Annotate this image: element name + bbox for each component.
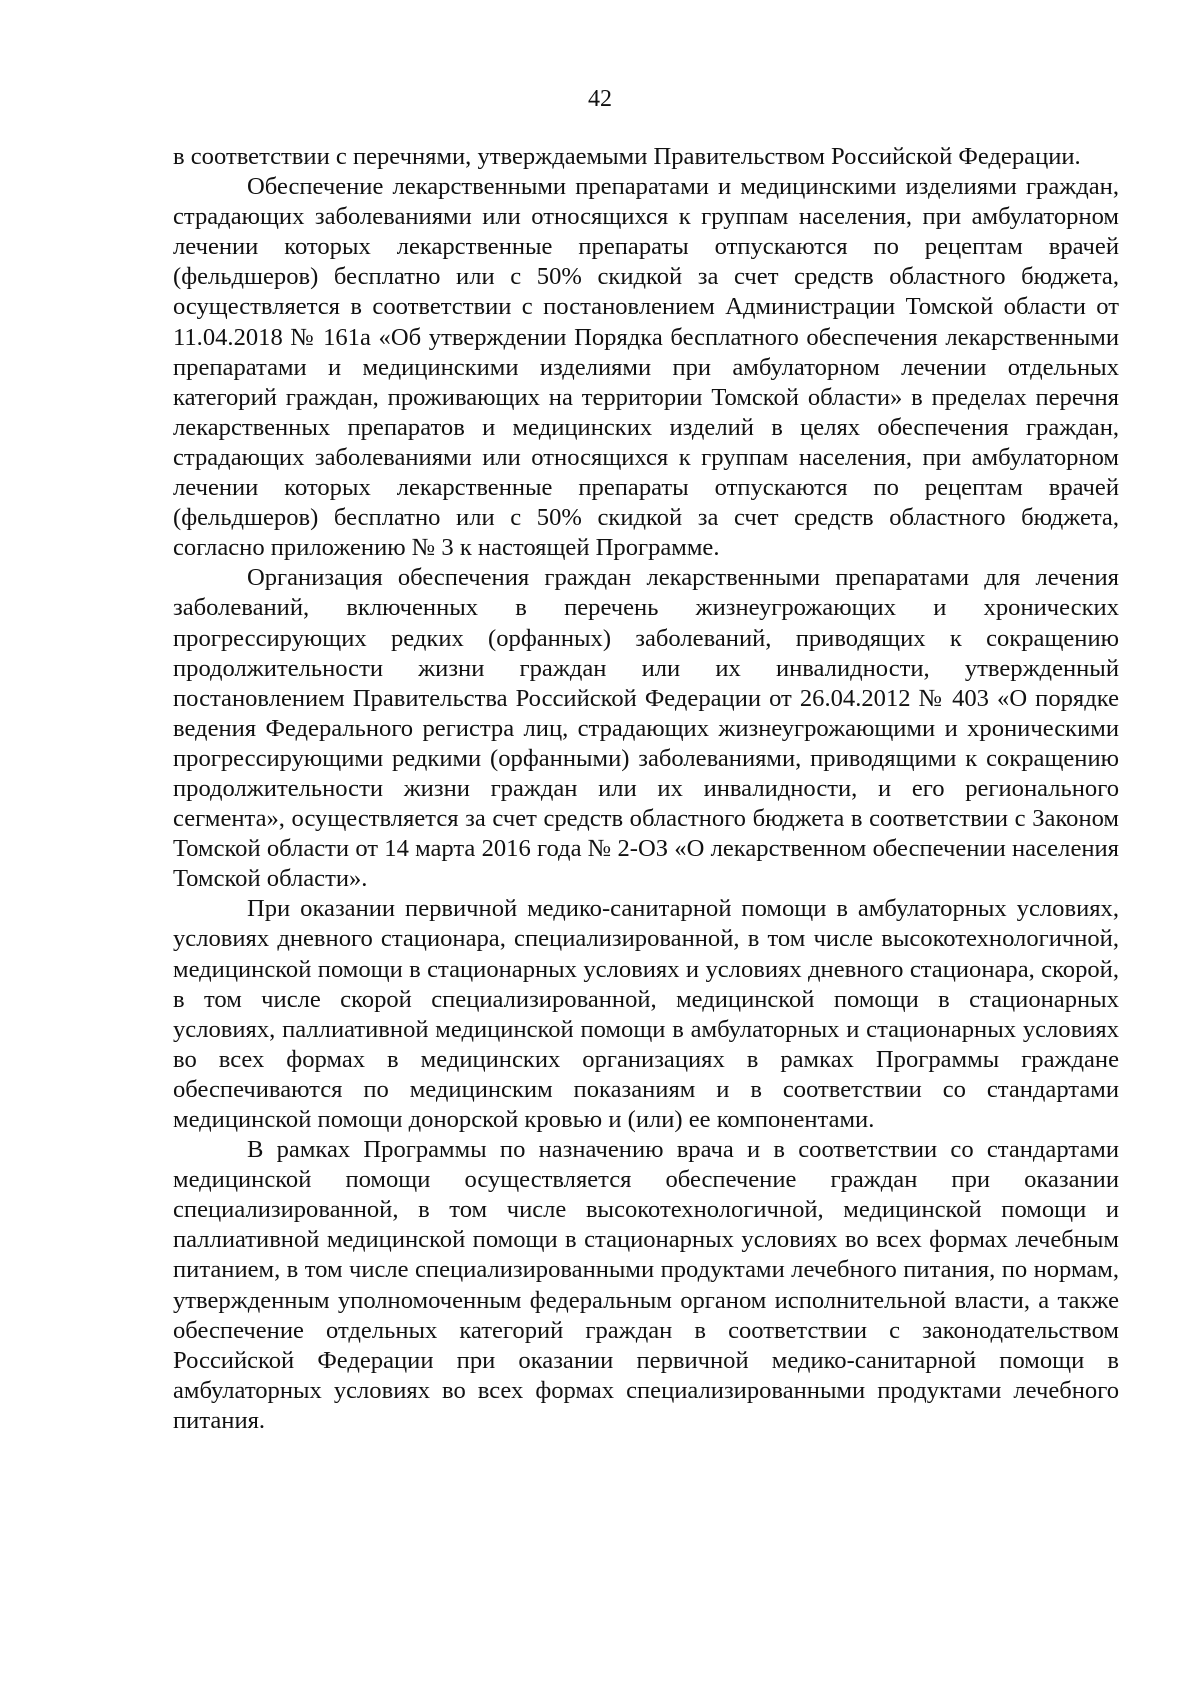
paragraph-4: При оказании первичной медико-санитарной помощи в амбулаторных условиях, условиях дневного стационара, специализированной, в том числе высокотехнологичной, медицинской помощи в стационарных условиях и условиях дневного стационара, скорой, в том числе скорой специализированной, медицинской помощи в стационарных условиях, паллиативной медицинской помощи в амбулаторных и стационарных условиях во всех формах в медицинских организациях в рамках Программы граждане обеспечиваются по медицинским показаниям и в соответствии со стандартами медицинской помощи донорской кровью и (или) ее компонентами. xyxy=(173,895,1119,1133)
document-body xyxy=(173,142,1119,1436)
paragraph-1: в соответствии с перечнями, утверждаемыми Правительством Российской Федерации. xyxy=(173,143,1081,170)
paragraph-3: Организация обеспечения граждан лекарственными препаратами для лечения заболеваний, включенных в перечень жизнеугрожающих и хронических прогрессирующих редких (орфанных) заболеваний, приводящих к сокращению продолжительности жизни граждан или их инвалидности, утвержденный постановлением Правительства Российской Федерации от 26.04.2012 № 403 «О порядке ведения Федерального регистра лиц, страдающих жизнеугрожающими и хроническими прогрессирующими редкими (орфанными) заболеваниями, приводящими к сокращению продолжительности жизни граждан или их инвалидности, и его регионального сегмента», осуществляется за счет средств областного бюджета в соответствии с Законом Томской области от 14 марта 2016 года № 2-ОЗ «О лекарственном обеспечении населения Томской области». xyxy=(173,564,1119,893)
paragraph-2: Обеспечение лекарственными препаратами и медицинскими изделиями граждан, страдающих заболеваниями или относящихся к группам населения, при амбулаторном лечении которых лекарственные препараты отпускаются по рецептам врачей (фельдшеров) бесплатно или с 50% скидкой за счет средств областного бюджета, осуществляется в соответствии с постановлением Администрации Томской области от 11.04.2018 № 161а «Об утверждении Порядка бесплатного обеспечения лекарственными препаратами и медицинскими изделиями при амбулаторном лечении отдельных категорий граждан, проживающих на территории Томской области» в пределах перечня лекарственных препаратов и медицинских изделий в целях обеспечения граждан, страдающих заболеваниями или относящихся к группам населения, при амбулаторном лечении которых лекарственные препараты отпускаются по рецептам врачей (фельдшеров) бесплатно или с 50% скидкой за счет средств областного бюджета, согласно приложению № 3 к настоящей Программе. xyxy=(173,173,1119,562)
page-number: 42 xyxy=(588,86,612,112)
paragraph-5: В рамках Программы по назначению врача и в соответствии со стандартами медицинской помощи осуществляется обеспечение граждан при оказании специализированной, в том числе высокотехнологичной, медицинской помощи и паллиативной медицинской помощи в стационарных условиях во всех формах лечебным питанием, в том числе специализированными продуктами лечебного питания, по нормам, утвержденным уполномоченным федеральным органом исполнительной власти, а также обеспечение отдельных категорий граждан в соответствии с законодательством Российской Федерации при оказании первичной медико-санитарной помощи в амбулаторных условиях во всех формах специализированными продуктами лечебного питания. xyxy=(173,1136,1119,1434)
